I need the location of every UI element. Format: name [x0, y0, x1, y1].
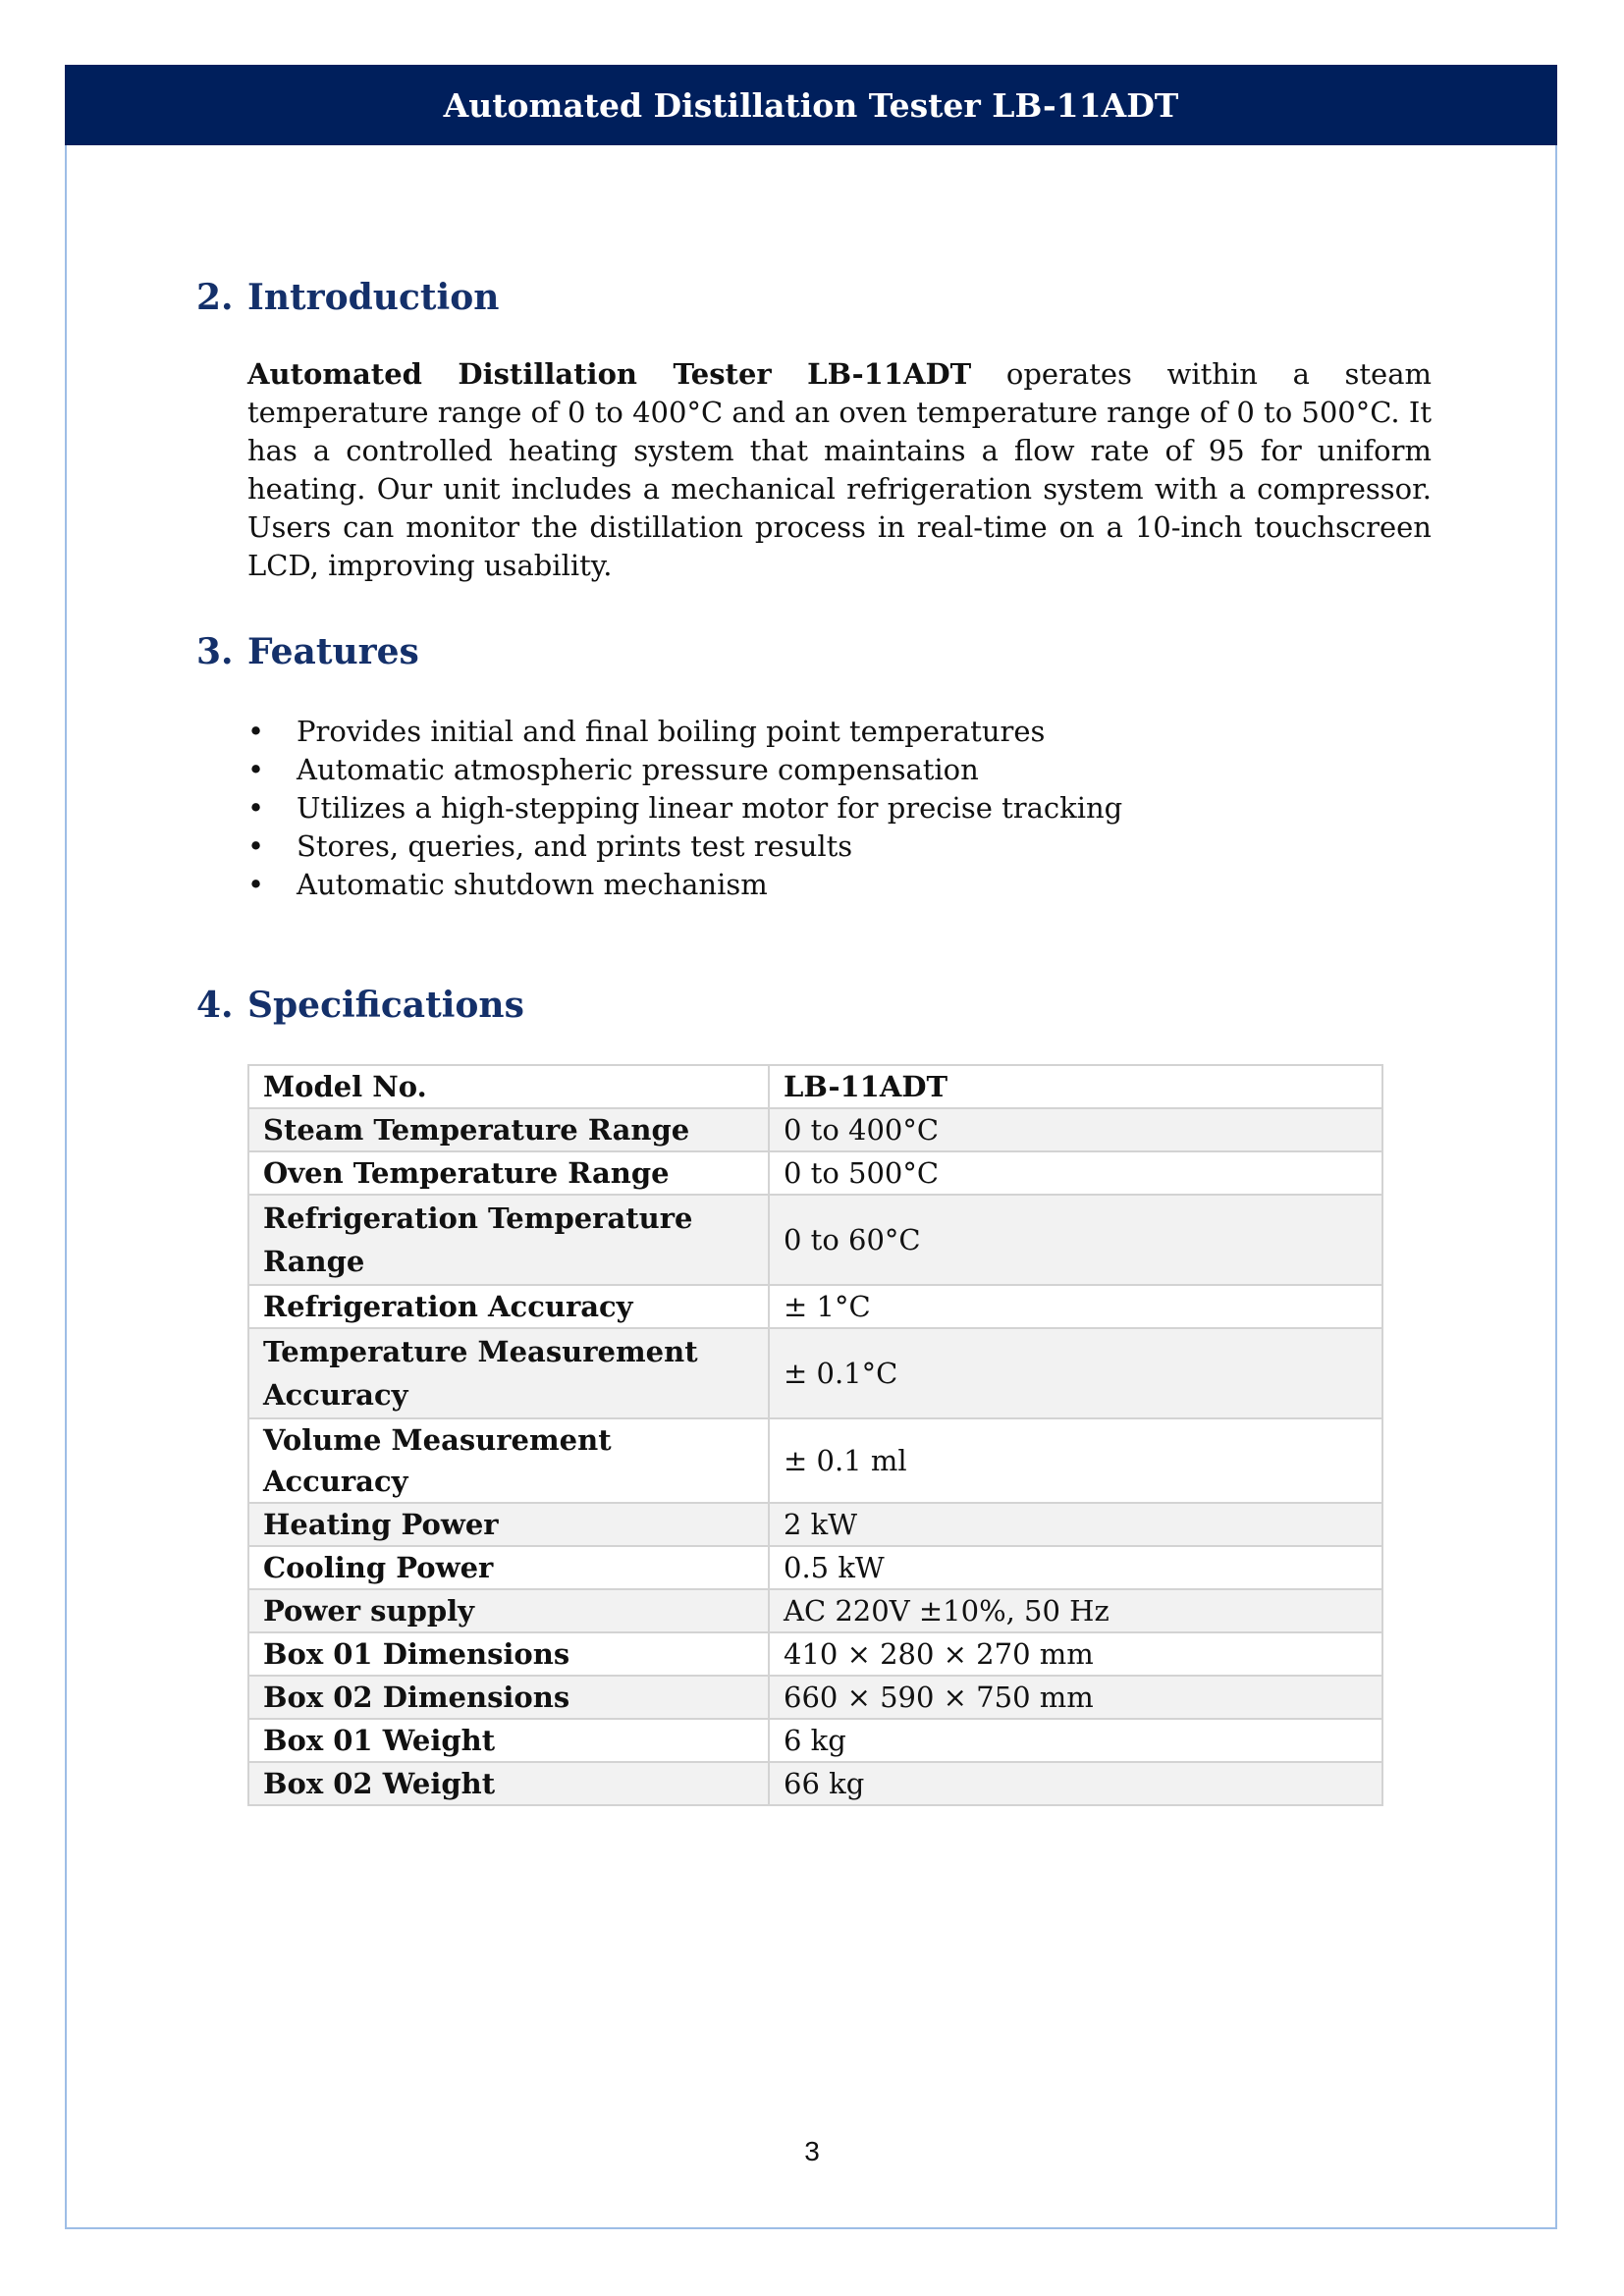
section-title: Introduction	[247, 277, 500, 318]
spec-label: Box 01 Dimensions	[248, 1632, 769, 1676]
table-row	[248, 1328, 1382, 1418]
table-row	[248, 1589, 1382, 1632]
table-row	[248, 1676, 1382, 1719]
spec-value: 0 to 60°C	[769, 1195, 1382, 1285]
table-row	[248, 1108, 1382, 1151]
spec-label: Box 01 Weight	[248, 1719, 769, 1762]
list-item: • Stores, queries, and prints test results	[247, 828, 1122, 866]
spec-value: 0 to 500°C	[769, 1151, 1382, 1195]
table-row	[248, 1065, 1382, 1108]
specifications-heading	[196, 985, 524, 1026]
section-number: 4.	[196, 985, 234, 1026]
spec-value: 0 to 400°C	[769, 1108, 1382, 1151]
spec-value: 6 kg	[769, 1719, 1382, 1762]
introduction-lead: Automated Distillation Tester LB-11ADT	[247, 357, 972, 391]
table-row	[248, 1195, 1382, 1285]
spec-value: 66 kg	[769, 1762, 1382, 1805]
spec-value: ± 1°C	[769, 1285, 1382, 1328]
table-row	[248, 1285, 1382, 1328]
list-item: • Automatic atmospheric pressure compensation	[247, 751, 1122, 789]
table-row	[248, 1503, 1382, 1546]
header-bar	[65, 65, 1557, 145]
section-number: 3.	[196, 631, 234, 672]
table-row	[248, 1762, 1382, 1805]
table-row	[248, 1418, 1382, 1503]
table-row	[248, 1151, 1382, 1195]
spec-label: Temperature Measurement Accuracy	[248, 1328, 769, 1418]
spec-label: Box 02 Dimensions	[248, 1676, 769, 1719]
spec-label: Volume Measurement Accuracy	[248, 1418, 769, 1503]
introduction-paragraph	[247, 355, 1432, 585]
specifications-table	[247, 1064, 1383, 1806]
list-item: • Utilizes a high-stepping linear motor for precise tracking	[247, 789, 1122, 828]
spec-label: Model No.	[248, 1065, 769, 1108]
table-row	[248, 1632, 1382, 1676]
spec-value: ± 0.1°C	[769, 1328, 1382, 1418]
spec-value: LB-11ADT	[769, 1065, 1382, 1108]
section-title: Specifications	[247, 985, 524, 1026]
spec-value: 410 × 280 × 270 mm	[769, 1632, 1382, 1676]
spec-value: AC 220V ±10%, 50 Hz	[769, 1589, 1382, 1632]
list-item: • Automatic shutdown mechanism	[247, 866, 1122, 904]
spec-label: Steam Temperature Range	[248, 1108, 769, 1151]
document-title: Automated Distillation Tester LB-11ADT	[443, 85, 1179, 125]
spec-label: Heating Power	[248, 1503, 769, 1546]
spec-value: 2 kW	[769, 1503, 1382, 1546]
spec-label: Box 02 Weight	[248, 1762, 769, 1805]
spec-value: 660 × 590 × 750 mm	[769, 1676, 1382, 1719]
table-row	[248, 1719, 1382, 1762]
table-row	[248, 1546, 1382, 1589]
introduction-heading	[196, 277, 499, 318]
features-heading	[196, 631, 419, 672]
introduction-text: operates within a steam temperature range of 0 to 400°C and an oven temperature range of 0 to 500°C. It has a controlled heating system that maintains a flow rate of 95 for uniform heating. Our unit includes a mechanical refrigeration system with a compressor. Users can monitor the distillation process in real-time on a 10-inch touchscreen LCD, improving usability.	[247, 357, 1432, 582]
spec-label: Refrigeration Accuracy	[248, 1285, 769, 1328]
spec-value: ± 0.1 ml	[769, 1418, 1382, 1503]
spec-label: Power supply	[248, 1589, 769, 1632]
spec-value: 0.5 kW	[769, 1546, 1382, 1589]
spec-label: Cooling Power	[248, 1546, 769, 1589]
page-number: 3	[804, 2136, 820, 2166]
spec-label: Oven Temperature Range	[248, 1151, 769, 1195]
features-list	[247, 713, 1122, 904]
list-item: • Provides initial and final boiling point temperatures	[247, 713, 1122, 751]
spec-label: Refrigeration Temperature Range	[248, 1195, 769, 1285]
section-title: Features	[247, 631, 419, 672]
section-number: 2.	[196, 277, 234, 318]
